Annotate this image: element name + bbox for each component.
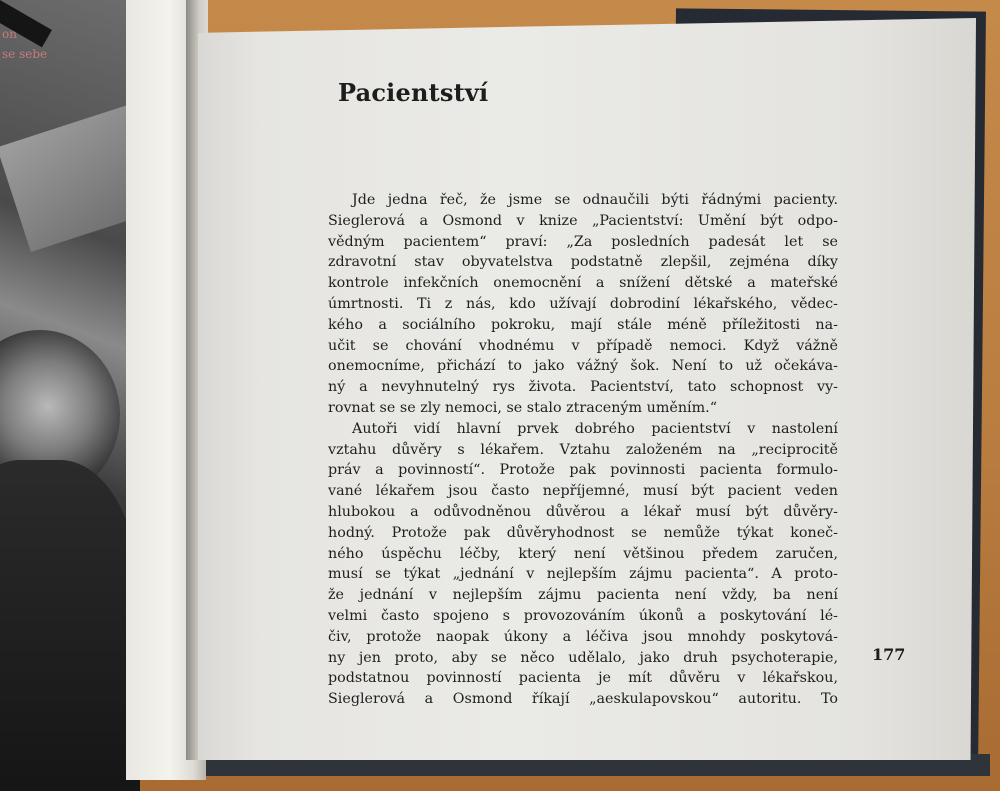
text-line: velmi často spojeno s provozováním úkonů a poskytování lé- bbox=[328, 607, 838, 624]
text-line: ny jen proto, aby se něco udělalo, jako druh psychoterapie, bbox=[328, 649, 838, 666]
text-line: kontrole infekčních onemocnění a snížení dětské a mateřské bbox=[328, 275, 838, 292]
text-line: Sieglerová a Osmond v knize „Pacientství: Umění být odpo- bbox=[328, 212, 838, 229]
text-line: Jde jedna řeč, že jsme se odnaučili býti řádnými pacienty. bbox=[352, 192, 838, 208]
text-line: práv a povinností“. Protože pak povinnosti pacienta formulo- bbox=[328, 462, 838, 479]
chapter-title: Pacientství bbox=[338, 78, 489, 107]
text-line: ný a nevyhnutelný rys života. Pacientství, tato schopnost vy- bbox=[328, 379, 838, 396]
text-line: zdravotní stav obyvatelstva podstatně zlepšil, zejména díky bbox=[328, 254, 838, 271]
text-line: vědným pacientem“ praví: „Za posledních padesát let se bbox=[328, 233, 838, 250]
text-line: musí se týkat „jednání v nejlepším zájmu pacienta“. A proto- bbox=[328, 566, 838, 583]
text-line: ného úspěchu léčby, který není většinou předem zaručen, bbox=[328, 545, 838, 562]
text-line: Autoři vidí hlavní prvek dobrého pacientství v nastolení bbox=[352, 420, 838, 437]
text-line: čiv, protože naopak úkony a léčiva jsou mnohdy poskytová- bbox=[328, 628, 838, 645]
text-line: podstatnou povinností pacienta je mít důvěru v lékařskou, bbox=[328, 670, 838, 687]
body-text bbox=[328, 190, 838, 710]
photo-body bbox=[0, 460, 140, 791]
photo-caption bbox=[2, 24, 47, 64]
text-line: hlubokou a odůvodněnou důvěrou a lékař musí být důvěry- bbox=[328, 503, 838, 520]
text-line: učit se chování vhodnému v případě nemoci. Když vážně bbox=[328, 337, 838, 354]
text-line: že jednání v nejlepším zájmu pacienta není vždy, ba není bbox=[328, 587, 838, 604]
text-line: vztahu důvěry s lékařem. Vztahu založeném na „reciprocitě bbox=[328, 441, 838, 458]
photo-caption-fragment: se sebe bbox=[2, 47, 48, 61]
text-line: úmrtnosti. Ti z nás, kdo užívají dobrodiní lékařského, vědec- bbox=[328, 295, 838, 312]
text-line: onemocníme, přichází to jako vážný šok. Není to už očekáva- bbox=[328, 358, 838, 375]
text-line: vané lékařem jsou často nepříjemné, musí být pacient veden bbox=[328, 483, 838, 500]
photo-caption-fragment: on bbox=[2, 27, 17, 41]
text-line: Sieglerová a Osmond říkají „aeskulapovskou“ autoritu. To bbox=[328, 691, 838, 708]
page-number: 177 bbox=[872, 645, 906, 664]
left-page-photograph bbox=[0, 0, 140, 791]
text-line: kého a sociálního pokroku, mají stále méně příležitosti na- bbox=[328, 316, 838, 333]
text-line: rovnat se se zly nemoci, se stalo ztraceným uměním.“ bbox=[328, 399, 718, 416]
photo-shape bbox=[0, 98, 140, 252]
text-line: hodný. Protože pak důvěryhodnost se nemůže týkat koneč- bbox=[328, 524, 838, 541]
